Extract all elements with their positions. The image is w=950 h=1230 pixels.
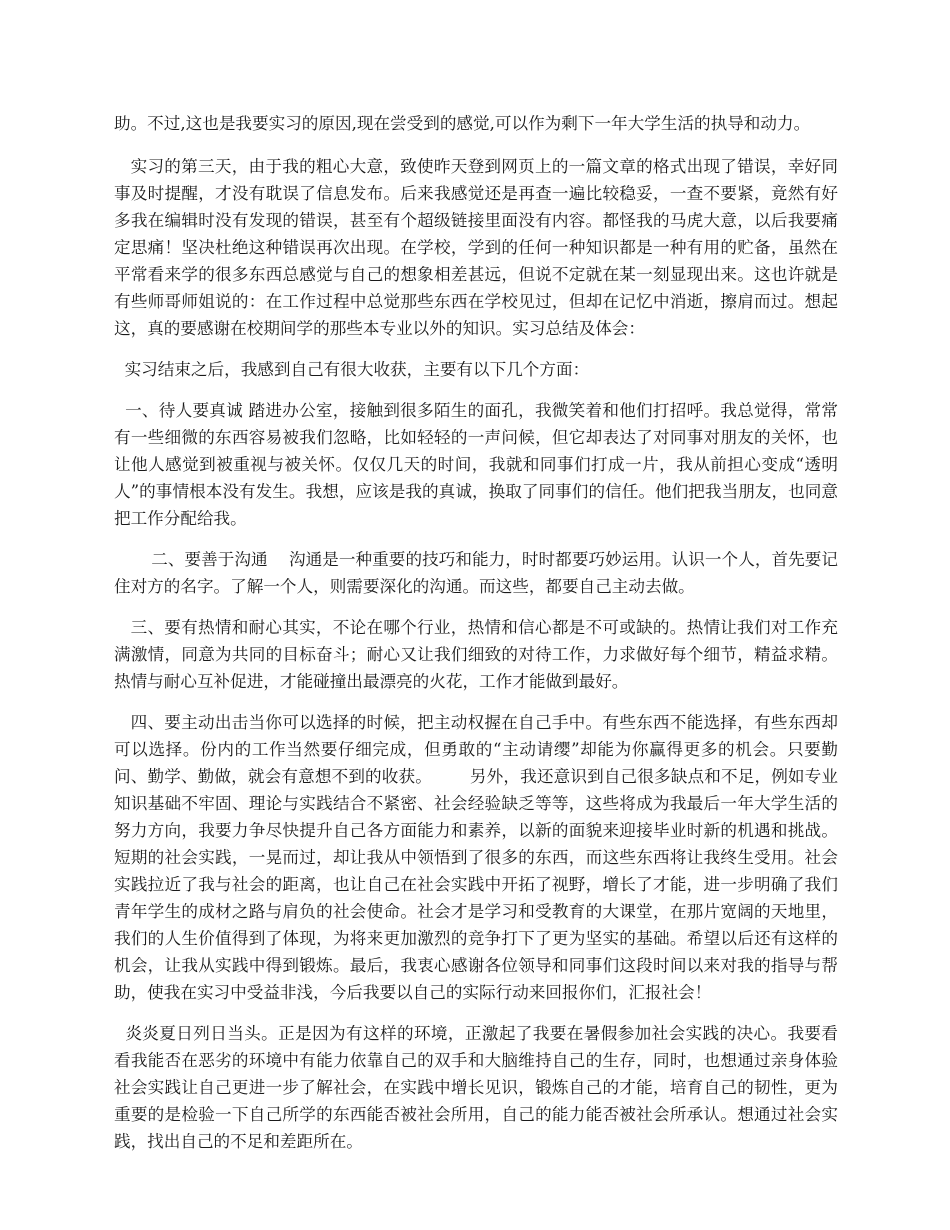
paragraph-third-day: 实习的第三天，由于我的粗心大意，致使昨天登到网页上的一篇文章的格式出现了错误，幸好同事及时提醒，才没有耽误了信息发布。后来我感觉还是再查一遍比较稳妥，一查不要紧，竟然有好多我在编辑时没有发现的错误，甚至有个超级链接里面没有内容。都怪我的马虎大意，以后我要痛定思痛！坚决杜绝这种错误再次出现。在学校，学到的任何一种知识都是一种有用的贮备，虽然在平常看来学的很多东西总感觉与自己的想象相差甚远，但说不定就在某一刻显现出来。这也许就是有些师哥师姐说的：在工作过程中总觉那些东西在学校见过，但却在记忆中消逝，擦肩而过。想起这，真的要感谢在校期间学的那些本专业以外的知识。实习总结及体会：	[114, 157, 838, 338]
paragraph-point-sincerity: 一、待人要真诚 踏进办公室，接触到很多陌生的面孔，我微笑着和他们打招呼。我总觉得，常常有一些细微的东西容易被我们忽略，比如轻轻的一声问候，但它却表达了对同事对朋友的关怀，也让他人感觉到被重视与被关怀。仅仅几天的时间，我就和同事们打成一片，我从前担心变成“透明人”的事情根本没有发生。我想，应该是我的真诚，换取了同事们的信任。他们把我当朋友，也同意把工作分配给我。	[114, 401, 838, 528]
paragraph-point-enthusiasm: 三、要有热情和耐心其实，不论在哪个行业，热情和信心都是不可或缺的。热情让我们对工作充满激情，同意为共同的目标奋斗；耐心又让我们细致的对待工作，力求做好每个细节，精益求精。热情与耐心互补促进，才能碰撞出最漂亮的火花，工作才能做到最好。	[114, 618, 838, 691]
paragraph-intro-end: 助。不过,这也是我要实习的原因,现在尝受到的感觉,可以作为剩下一年大学生活的执导和动力。	[114, 114, 811, 133]
paragraph-point-communication: 二、要善于沟通 沟通是一种重要的技巧和能力，时时都要巧妙运用。认识一个人，首先要记住对方的名字。了解一个人，则需要深化的沟通。而这些，都要自己主动去做。	[114, 550, 838, 596]
paragraph-summary-intro: 实习结束之后，我感到自己有很大收获，主要有以下几个方面：	[114, 360, 590, 379]
paragraph-summer-practice: 炎炎夏日列日当头。正是因为有这样的环境，正激起了我要在暑假参加社会实践的决心。我要看看我能否在恶劣的环境中有能力依靠自己的双手和大脑维持自己的生存，同时，也想通过亲身体验社会实践让自己更进一步了解社会，在实践中增长见识，锻炼自己的才能，培育自己的韧性，更为重要的是检验一下自己所学的东西能否被社会所用，自己的能力能否被社会所承认。想通过社会实践，找出自己的不足和差距所在。	[114, 1024, 838, 1151]
document-body	[114, 110, 838, 1169]
paragraph-point-initiative: 四、要主动出击当你可以选择的时候，把主动权握在自己手中。有些东西不能选择，有些东西却可以选择。份内的工作当然要仔细完成，但勇敢的“主动请缨”却能为你赢得更多的机会。只要勤问、勤学、勤做，就会有意想不到的收获。 另外，我还意识到自己很多缺点和不足，例如专业知识基础不牢固、理论与实践结合不紧密、社会经验缺乏等等，这些将成为我最后一年大学生活的努力方向，我要力争尽快提升自己各方面能力和素养，以新的面貌来迎接毕业时新的机遇和挑战。短期的社会实践，一晃而过，却让我从中领悟到了很多的东西，而这些东西将让我终生受用。社会实践拉近了我与社会的距离，也让自己在社会实践中开拓了视野，增长了才能，进一步明确了我们青年学生的成材之路与肩负的社会使命。社会才是学习和受教育的大课堂，在那片宽阔的天地里，我们的人生价值得到了体现，为将来更加激烈的竞争打下了更为坚实的基础。希望以后还有这样的机会，让我从实践中得到锻炼。最后，我衷心感谢各位领导和同事们这段时间以来对我的指导与帮助，使我在实习中受益非浅，今后我要以自己的实际行动来回报你们，汇报社会！	[114, 713, 838, 1002]
